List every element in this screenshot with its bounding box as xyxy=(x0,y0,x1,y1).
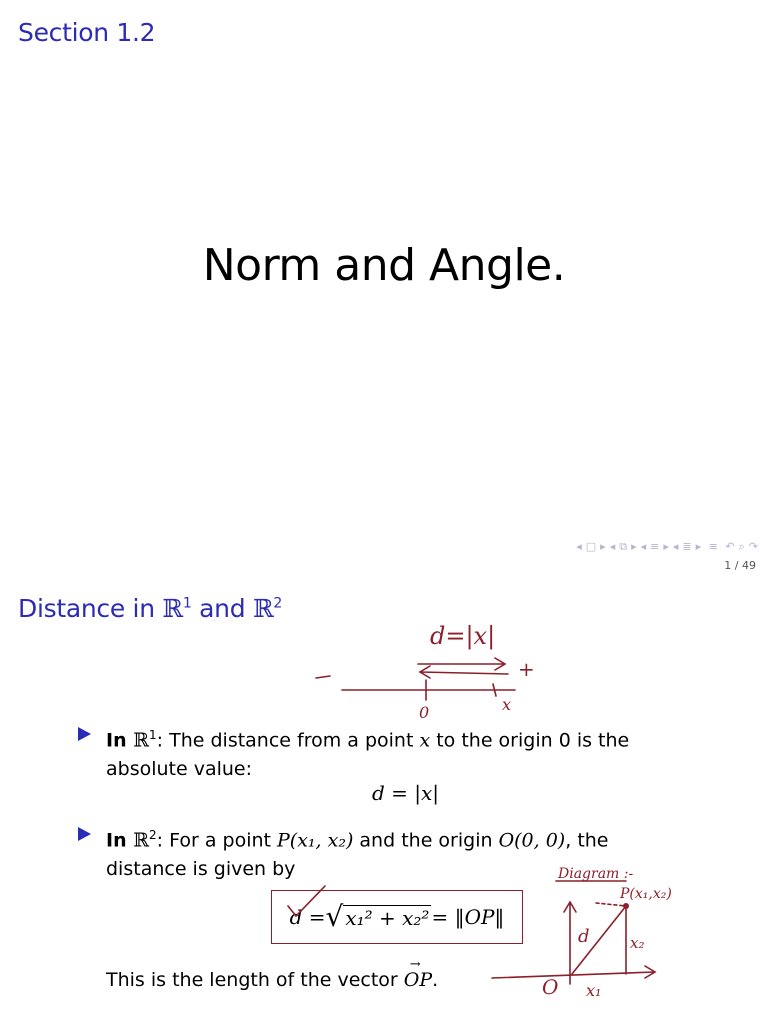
point-dot xyxy=(623,903,629,909)
section-heading: Section 1.2 xyxy=(18,18,156,47)
formula-rhs: = ‖OP‖ xyxy=(431,905,505,929)
real-symbol: ℝ xyxy=(133,729,150,752)
nav-right-icon[interactable]: ▸ xyxy=(663,540,669,553)
heading-text: Distance in xyxy=(18,594,163,623)
nav-back-icon[interactable]: ↶ xyxy=(721,540,735,553)
checkmark xyxy=(288,886,325,916)
text: , the distance is given by xyxy=(106,829,609,881)
formula-radicand: x₁² + x₂² xyxy=(345,905,430,930)
ink-x2: x₂ xyxy=(630,934,645,952)
real-symbol: ℝ xyxy=(162,594,183,623)
ink-plus: + xyxy=(518,657,535,681)
ink-point-label: P(x₁,x₂) xyxy=(620,886,672,902)
formula-abs: d = |x| xyxy=(372,781,440,805)
nav-part-icon[interactable]: ≣ xyxy=(682,540,692,553)
text: to the origin 0 is the absolute value: xyxy=(106,729,630,781)
bullet-lead: In xyxy=(106,829,134,852)
nav-align-icon[interactable]: ≡ xyxy=(705,540,718,553)
sqrt-sign: √ xyxy=(325,900,344,933)
minus-stroke xyxy=(316,676,330,678)
exponent: 1 xyxy=(149,728,157,742)
nav-left-icon[interactable]: ◂ xyxy=(672,540,679,553)
formula-lhs: d = xyxy=(289,905,326,929)
vector-op: → OP xyxy=(403,957,433,991)
ink-annotations xyxy=(0,576,768,1024)
text: The distance from a point xyxy=(163,729,420,752)
ink-x: x xyxy=(502,695,512,714)
nav-subsection-icon[interactable]: ⧉ xyxy=(619,540,628,553)
colon: : xyxy=(156,829,164,852)
nav-section-icon[interactable]: ≡ xyxy=(650,540,660,553)
text: This is the length of the vector xyxy=(106,969,404,991)
text: and the origin xyxy=(353,829,499,852)
variable: x xyxy=(419,729,431,752)
nav-search-icon[interactable]: ⌕ xyxy=(738,540,745,553)
real-symbol: ℝ xyxy=(252,594,274,623)
nav-right-icon[interactable]: ▸ xyxy=(600,540,606,553)
text: For a point xyxy=(163,829,278,852)
ink-d-eq-abs: d=|x| xyxy=(430,622,496,650)
heading-text: and xyxy=(191,594,253,623)
period: . xyxy=(432,969,439,991)
dashed-connector xyxy=(596,903,626,906)
ink-x1: x₁ xyxy=(586,981,602,1000)
nav-right-icon[interactable]: ▸ xyxy=(695,540,702,553)
ink-diagram-label: Diagram :- xyxy=(558,866,634,882)
ink-o: O xyxy=(542,975,559,999)
real-symbol: ℝ xyxy=(133,829,150,852)
slide-title: Norm and Angle. xyxy=(202,240,566,291)
content-slide xyxy=(0,576,768,1024)
nav-right-icon[interactable]: ▸ xyxy=(631,540,637,553)
nav-left-icon[interactable]: ◂ xyxy=(609,540,616,553)
right-arrow xyxy=(418,658,505,670)
nav-left-icon[interactable]: ◂ xyxy=(640,540,647,553)
bullet-lead: In xyxy=(106,729,134,752)
exponent: 2 xyxy=(149,828,157,842)
exponent: 1 xyxy=(182,595,192,612)
colon: : xyxy=(156,729,164,752)
page-number: 1 / 49 xyxy=(724,559,756,572)
nav-frame-icon[interactable]: □ xyxy=(585,540,597,553)
ink-d: d xyxy=(578,926,590,947)
point-p: P(x₁, x₂) xyxy=(277,829,354,852)
exponent: 2 xyxy=(273,595,283,612)
nav-forward-icon[interactable]: ↷ xyxy=(748,540,758,553)
beamer-navigation[interactable] xyxy=(576,540,758,554)
nav-left-icon[interactable]: ◂ xyxy=(576,540,582,553)
origin-o: O(0, 0) xyxy=(498,829,566,852)
ink-zero: 0 xyxy=(419,703,430,722)
left-arrow xyxy=(420,666,508,678)
